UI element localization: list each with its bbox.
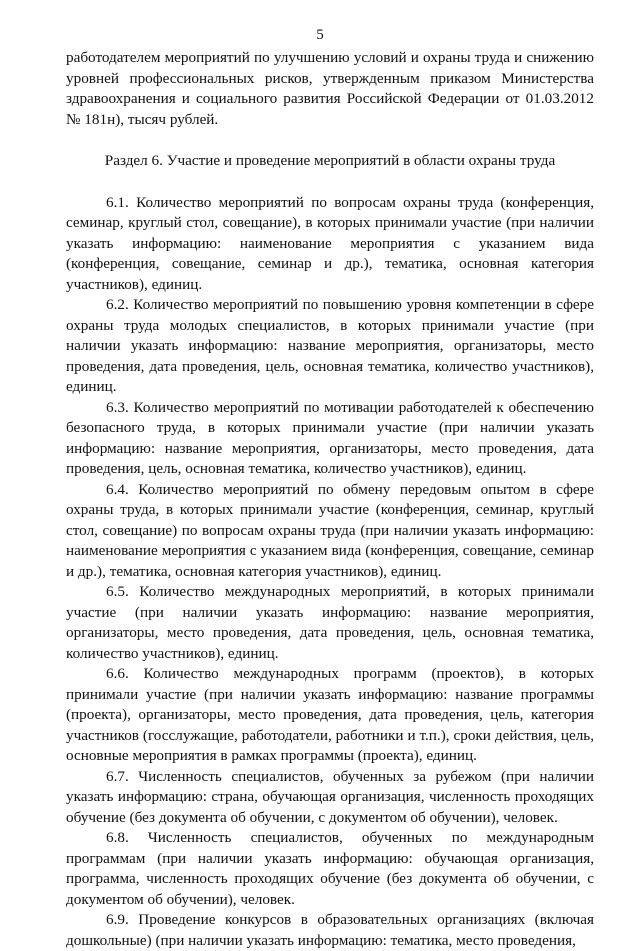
- section-title: Раздел 6. Участие и проведение мероприятий в области охраны труда: [104, 152, 556, 169]
- document-body: [66, 48, 594, 951]
- item-6-6: 6.6. Количество международных программ (проектов), в которых принимали участие (при наличии указать информацию: название программы (проекта), организаторы, место проведения, дата проведения, цель, категория участников (госслужащие, работодатели, работники и т.п.), сроки действия, цель, основные мероприятия в рамках программы (проекта), единиц.: [66, 665, 594, 764]
- item-6-2: 6.2. Количество мероприятий по повышению уровня компетенции в сфере охраны труда молодых специалистов, в которых принимали участие (при наличии указать информацию: название мероприятия, организаторы, место проведения, дата проведения, цель, основная тематика, количество участников), единиц.: [66, 296, 594, 395]
- item-6-4: 6.4. Количество мероприятий по обмену передовым опытом в сфере охраны труда, в которых принимали участие (конференция, семинар, круглый стол, совещание) по вопросам охраны труда (при наличии указать информацию: наименование мероприятия с указанием вида (конференция, совещание, семинар и др.), тематика, основная категория участников), единиц.: [66, 480, 594, 580]
- item-6-7: 6.7. Численность специалистов, обученных за рубежом (при наличии указать информацию: страна, обучающая организация, численность проходящих обучение (без документа об обучении, с документом об обучении), человек.: [66, 767, 594, 826]
- item-6-1: 6.1. Количество мероприятий по вопросам охраны труда (конференция, семинар, круглый стол, совещание), в которых принимали участие (при наличии указать информацию: наименование мероприятия с указанием вида (конференция, совещание, семинар и др.), тематика, основная категория участников), единиц.: [66, 193, 594, 293]
- item-6-3: 6.3. Количество мероприятий по мотивации работодателей к обеспечению безопасного труда, в которых принимали участие (при наличии указать информацию: название мероприятия, организаторы, место проведения, дата проведения, цель, основная тематика, количество участников), единиц.: [66, 398, 594, 477]
- item-6-8: 6.8. Численность специалистов, обученных по международным программам (при наличии указать информацию: обучающая организация, программа, численность проходящих обучение (без документа об обучении, с документом об обучении), человек.: [66, 829, 594, 908]
- page-number: 5: [316, 27, 324, 43]
- intro-paragraph: работодателем мероприятий по улучшению условий и охраны труда и снижению уровней профессиональных рисков, утвержденным приказом Министерства здравоохранения и социального развития Российской Федерации от 01.03.2012 № 181н), тысяч рублей.: [66, 49, 594, 128]
- item-6-5: 6.5. Количество международных мероприятий, в которых принимали участие (при наличии указать информацию: название мероприятия, организаторы, место проведения, дата проведения, цель, основная тематика, количество участников), единиц.: [66, 583, 594, 662]
- item-6-9: 6.9. Проведение конкурсов в образовательных организациях (включая дошкольные) (при наличии указать информацию: тематика, место проведения,: [66, 911, 594, 949]
